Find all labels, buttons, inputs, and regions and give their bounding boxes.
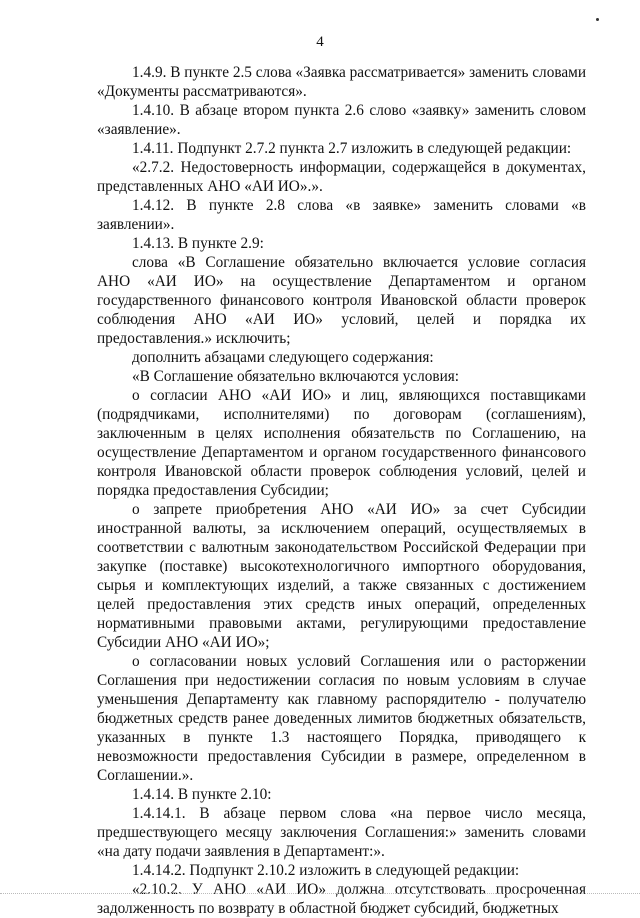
paragraph-1-4-11: 1.4.11. Подпункт 2.7.2 пункта 2.7 изложить в следующей редакции: xyxy=(132,140,572,157)
paragraph-conditions-intro: «В Соглашение обязательно включаются условия: xyxy=(132,368,460,385)
scan-mark xyxy=(596,18,599,21)
scan-noise-line xyxy=(0,893,640,896)
paragraph-2-7-2-quote: «2.7.2. Недостоверность информации, содержащейся в документах, представленных АНО «АИ ИО».». xyxy=(97,159,586,195)
paragraph-condition-consent: о согласии АНО «АИ ИО» и лиц, являющихся поставщиками (подрядчиками, исполнителями) по договорам (соглашениям), заключенным в целях исполнения обязательств по Соглашению, на осуществление Департаментом и органом государственного финансового контроля Ивановской области проверок соблюдения условий, целей и порядка предоставления Субсидии; xyxy=(97,387,586,499)
paragraph-condition-agreement: о согласовании новых условий Соглашения или о расторжении Соглашения при недостижении согласия по новым условиям в случае уменьшения Департаменту как главному распорядителю - получателю бюджетных средств ранее доведенных лимитов бюджетных обязательств, указанных в пункте 1.3 настоящего Порядка, приводящего к невозможности предоставления Субсидии в размере, определенном в Соглашении.». xyxy=(97,653,586,784)
paragraph-1-4-10: 1.4.10. В абзаце втором пункта 2.6 слово «заявку» заменить словом «заявление». xyxy=(97,102,586,138)
paragraph-1-4-9: 1.4.9. В пункте 2.5 слова «Заявка рассматривается» заменить словами «Документы рассматриваются». xyxy=(97,64,587,100)
page-number: 4 xyxy=(316,34,324,50)
paragraph-condition-currency: о запрете приобретения АНО «АИ ИО» за счет Субсидии иностранной валюты, за исключением операций, осуществляемых в соответствии с валютным законодательством Российской Федерации при закупке (поставке) высокотехнологичного импортного оборудования, сырья и комплектующих изделий, а также связанных с достижением целей предоставления этих средств иных операций, определенных нормативными правовыми актами, регулирующими предоставление Субсидии АНО «АИ ИО»; xyxy=(97,501,586,651)
paragraph-1-4-13: 1.4.13. В пункте 2.9: xyxy=(132,235,264,252)
paragraph-exclude-words: слова «В Соглашение обязательно включается условие согласия АНО «АИ ИО» на осуществление Департаментом и органом государственного финансового контроля Ивановской области проверок соблюдения АНО «АИ ИО» условий, целей и порядка их предоставления.» исключить; xyxy=(97,254,586,347)
paragraph-2-10-2-quote: «2.10.2. У АНО «АИ ИО» должна отсутствовать просроченная задолженность по возврату в областной бюджет субсидий, бюджетных xyxy=(97,881,586,917)
paragraph-1-4-14-2: 1.4.14.2. Подпункт 2.10.2 изложить в следующей редакции: xyxy=(132,862,520,879)
paragraph-1-4-14-1: 1.4.14.1. В абзаце первом слова «на первое число месяца, предшествующего месяцу заключения Соглашения:» заменить словами «на дату подачи заявления в Департамент:». xyxy=(97,805,586,860)
paragraph-1-4-14: 1.4.14. В пункте 2.10: xyxy=(132,786,272,803)
paragraph-1-4-12: 1.4.12. В пункте 2.8 слова «в заявке» заменить словами «в заявлении». xyxy=(97,197,586,233)
document-body xyxy=(97,63,586,918)
paragraph-add-intro: дополнить абзацами следующего содержания: xyxy=(132,349,434,366)
